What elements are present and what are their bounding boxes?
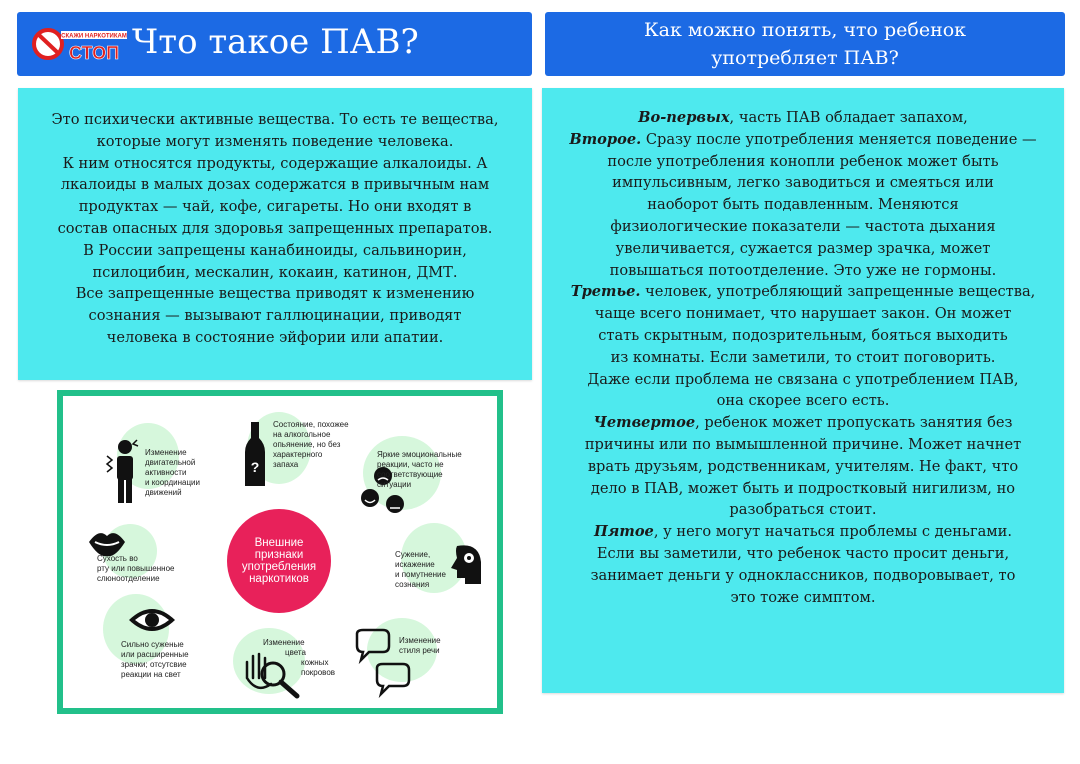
svg-text:СКАЖИ НАРКОТИКАМ: СКАЖИ НАРКОТИКАМ (61, 33, 127, 40)
svg-text:СТОП: СТОП (68, 43, 120, 63)
right-header-title: Как можно понять, что ребенок употребляет ПАВ? (643, 19, 967, 69)
definition-box (18, 88, 532, 380)
left-header (17, 12, 532, 76)
sign-fourth: Четвертое, ребенок может пропускать занятия без (593, 414, 1013, 432)
svg-text:?: ? (250, 459, 260, 475)
bottle-icon (243, 422, 267, 488)
label-pupils: Сильно суженые или расширенные зрачки; отсутсвие реакции на свет (121, 640, 189, 679)
person-icon (103, 436, 143, 508)
right-header (545, 12, 1065, 76)
sign-first: Во-первых, часть ПАВ обладает запахом, (638, 109, 968, 126)
label-dry-mouth: Сухость во рту или повышенное слюноотделение (97, 554, 175, 583)
head-gears-icon (445, 542, 485, 586)
label-consciousness: Сужение, искажение и помутнение сознания (395, 550, 446, 589)
center-circle: Внешние признаки употребления наркотиков (227, 509, 331, 613)
signs-box (542, 88, 1064, 693)
label-motor-activity: Изменение двигательной активности и координации движений (145, 448, 200, 497)
sign-third: Третье. человек, употребляющий запрещенные вещества, (570, 283, 1036, 301)
stop-drugs-logo (31, 22, 131, 66)
sign-fifth: Пятое, у него могут начаться проблемы с деньгами. (593, 523, 1013, 541)
infographic-external-signs (57, 390, 503, 714)
eye-icon (127, 606, 177, 634)
definition-text: Это психически активные вещества. То есть те вещества, которые могут изменять поведение человека. К ним относятся продукты, содержащие алкалоиды. А лкалоиды в малых дозах содержатся в привычным нам продуктах — чай, кофе, сигареты. Но они входят в состав опасных для здоровья запрещенных препаратов. В России запрещены канабиноиды, сальвинорин, псилоцибин, мескалин, кокаин, катинон, ДМТ. Все запрещенные вещества приводят к изменению сознания — вызывают галлюцинации, приводят человека в состояние эйфории или апатии. (51, 111, 499, 346)
label-intoxication: Состояние, похожее на алкогольное опьянение, но без характерного запаха (273, 420, 349, 469)
label-skin-color: Изменение цвета кожных покровов (263, 638, 336, 677)
label-emotions: Яркие эмоциональные реакции, часто не соответствующие ситуации (377, 450, 462, 489)
sign-second: Второе. Сразу после употребления меняется поведение — (569, 130, 1037, 148)
page-title: Что такое ПАВ? (132, 22, 419, 62)
label-speech-style: Изменение стиля речи (399, 636, 441, 655)
signs-text: Во-первых, часть ПАВ обладает запахом, Второе. Сразу после употребления меняется поведение — после употребления конопли ребенок может быть импульсивным, легко заводиться и смеяться или наоборот быть подавленным. Меняются физиологические показатели — частота дыхания увеличивается, сужается размер зрачка, может повышаться потоотделение. Это уже не гормоны. Третье. человек, употребляющий запрещенные вещества, чаще всего понимает, что нарушает закон. Он может стать скрытным, подозрительным, бояться выходить из комнаты. Если заметили, то стоит поговорить. Даже если проблема не связана с употреблением ПАВ, она скорее всего есть. Четвертое, ребенок может пропускать занятия без причины или по вымышленной причине. Может начнет врать друзьям, родственникам, учителям. Не факт, что дело в ПАВ, может быть и подростковый нигилизм, но разобраться стоит. Пятое, у него могут начаться проблемы с деньгами. Если вы заметили, что ребенок часто просит деньги, занимает деньги у одноклассников, подворовывает, то это тоже симптом. (546, 107, 1060, 608)
